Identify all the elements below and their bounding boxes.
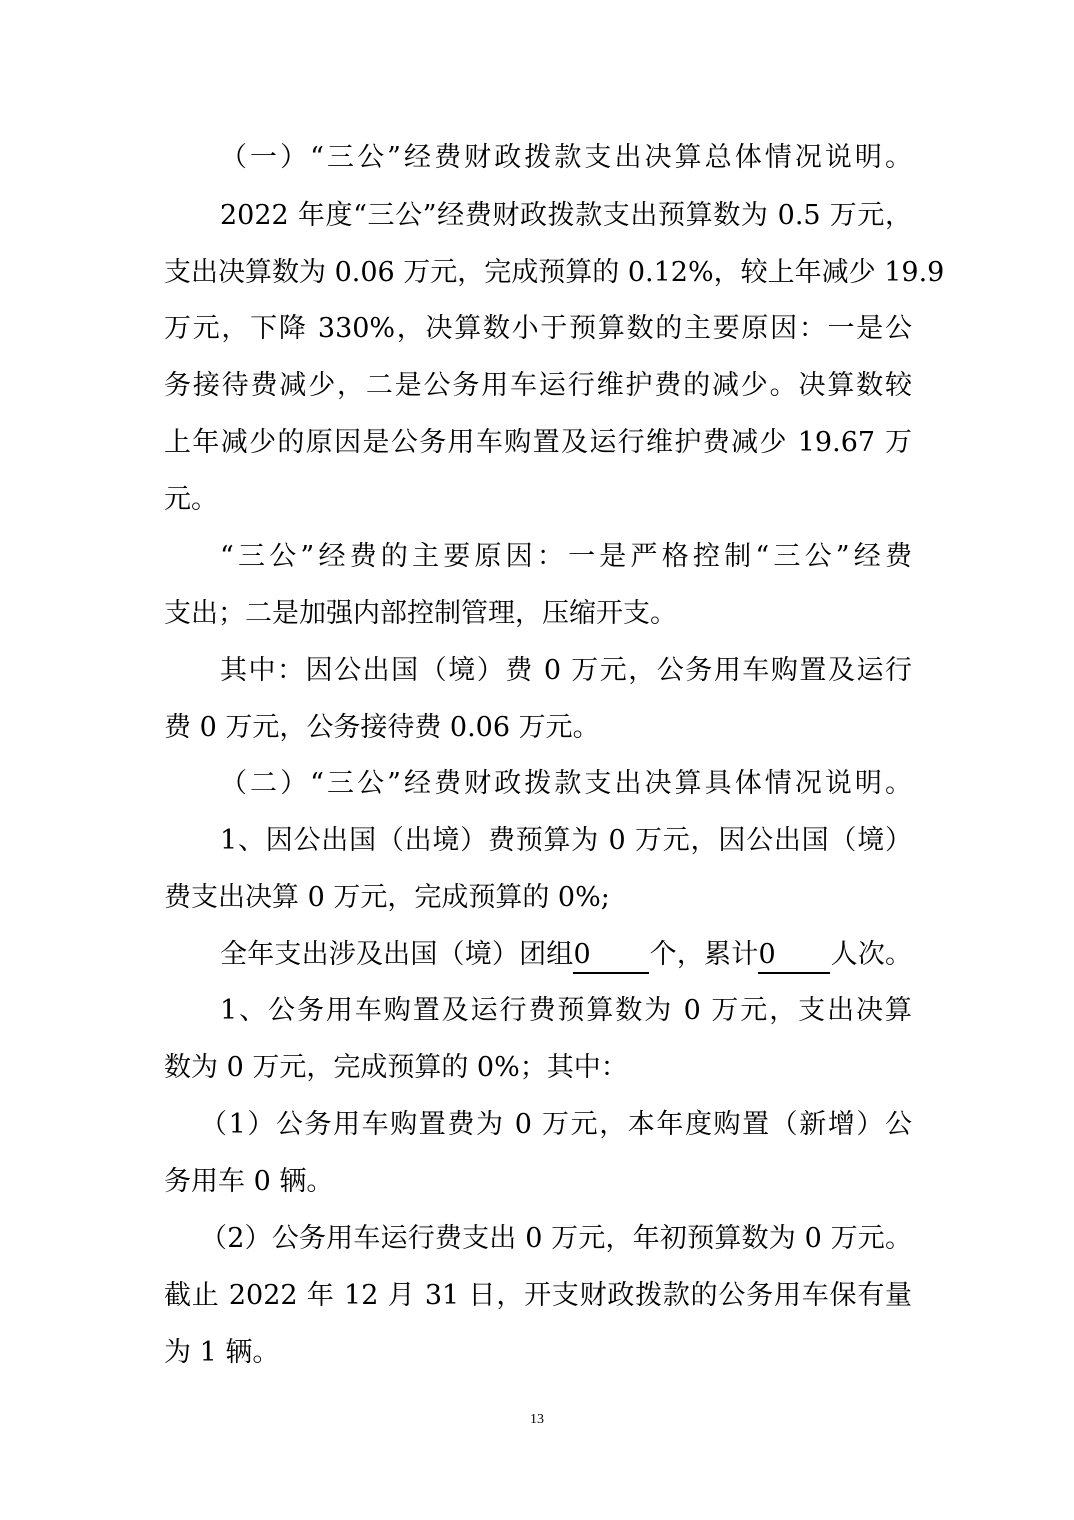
paragraph-line: （2）公务用车运行费支出 0 万元，年初预算数为 0 万元。 xyxy=(200,1223,912,1254)
group-line-mid: 个，累计 xyxy=(649,939,759,970)
paragraph-line: 数为 0 万元，完成预算的 0%；其中： xyxy=(164,1052,628,1083)
paragraph-line: 万元，下降 330%，决算数小于预算数的主要原因：一是公 xyxy=(164,313,912,344)
group-line-suffix: 人次。 xyxy=(830,939,913,970)
paragraph-line: 截止 2022 年 12 月 31 日，开支财政拨款的公务用车保有量 xyxy=(164,1280,912,1311)
paragraph-line: 其中：因公出国（境）费 0 万元，公务用车购置及运行 xyxy=(220,655,912,686)
paragraph-line: 费 0 万元，公务接待费 0.06 万元。 xyxy=(164,712,600,743)
paragraph-line: 2022 年度“三公”经费财政拨款支出预算数为 0.5 万元， xyxy=(220,200,912,231)
paragraph-line: 务接待费减少，二是公务用车运行维护费的减少。决算数较 xyxy=(164,370,912,401)
page-number: 13 xyxy=(530,1412,544,1427)
paragraph-line: 元。 xyxy=(164,484,218,515)
section-heading-1: （一）“三公”经费财政拨款支出决算总体情况说明。 xyxy=(220,142,912,173)
paragraph-line: 务用车 0 辆。 xyxy=(164,1166,334,1197)
paragraph-line: 支出；二是加强内部控制管理，压缩开支。 xyxy=(164,598,677,629)
paragraph-line: 为 1 辆。 xyxy=(164,1337,280,1368)
persons-count-blank: 0 xyxy=(758,938,830,974)
paragraph-line: （1）公务用车购置费为 0 万元，本年度购置（新增）公 xyxy=(200,1109,912,1140)
paragraph-line: 1、公务用车购置及运行费预算数为 0 万元，支出决算 xyxy=(220,995,912,1026)
group-count-line xyxy=(220,935,912,975)
section-heading-2: （二）“三公”经费财政拨款支出决算具体情况说明。 xyxy=(220,768,912,799)
paragraph-line: 1、因公出国（出境）费预算为 0 万元，因公出国（境） xyxy=(220,825,912,856)
paragraph-line: “三公”经费的主要原因：一是严格控制“三公”经费 xyxy=(220,541,912,572)
paragraph-line: 支出决算数为 0.06 万元，完成预算的 0.12%，较上年减少 19.9 xyxy=(164,257,945,288)
paragraph-line: 上年减少的原因是公务用车购置及运行维护费减少 19.67 万 xyxy=(164,427,912,458)
group-line-prefix: 全年支出涉及出国（境）团组 xyxy=(220,939,574,970)
paragraph-line: 费支出决算 0 万元，完成预算的 0%; xyxy=(164,882,610,913)
groups-count-blank: 0 xyxy=(573,938,649,974)
